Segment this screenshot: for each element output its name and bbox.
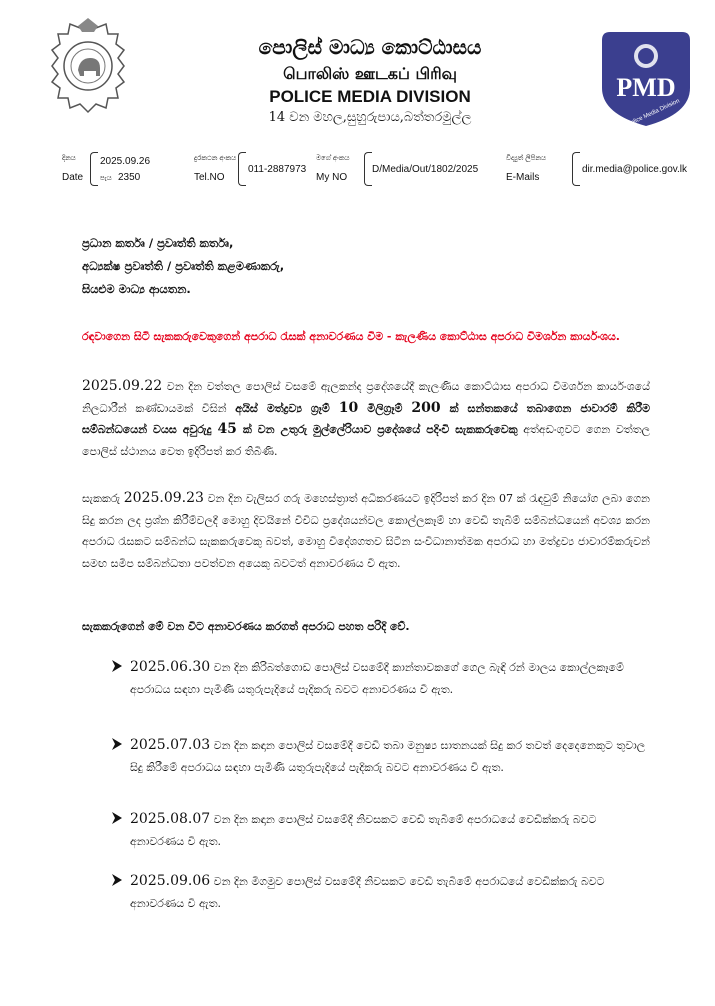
p1-num-c: 45 (217, 421, 237, 437)
tel-value: 011-2887973 (248, 164, 307, 175)
email-label-en: E-Mails (506, 172, 540, 183)
arrow-bullet-icon (110, 811, 124, 825)
tel-brace (238, 152, 246, 186)
body-paragraph-1 (82, 376, 650, 462)
title-english: POLICE MEDIA DIVISION (269, 87, 471, 106)
arrow-bullet-icon (110, 737, 124, 751)
body-paragraph-2 (82, 488, 650, 574)
p1-bold-c: ක් සන්තකයේ තබාගෙන ජාවාරම් කිරීම සම්බන්ධයෙන් වයස අවුරුදු (82, 401, 650, 436)
letterhead (0, 0, 715, 150)
time-label: පැය (100, 175, 112, 182)
my-no-value: D/Media/Out/1802/2025 (372, 164, 479, 175)
bullet-date: 2025.09.06 (130, 873, 211, 889)
email-cell (506, 152, 700, 188)
p1-num-b: 200 (411, 399, 441, 416)
bullet-text: වන දින කඳාන පොලිස් වසමේදී වෙඩි තබා මනුෂ්‍ය ඝාතනයක් සිදු කර තවත් දෙදෙනෙකුට තුවාල සිදු කිරීමේ අපරාධය සඳහා පැමිණි යතුරුපැදියේ පැදිකරු බවට අනාවරණය වී ඇත. (130, 739, 646, 774)
my-no-label-si: මගේ අංකය (316, 155, 350, 162)
p1-num-a: 10 (338, 399, 359, 416)
date-value: 2025.09.26 (100, 156, 151, 167)
my-no-brace (364, 152, 372, 186)
addressee-line: අධ්‍යක්ෂ ප්‍රවෘත්ති / ප්‍රවෘත්ති කළමණාකරු, (82, 259, 285, 273)
tel-label-si: දුරකථන අංකය (194, 155, 237, 162)
arrow-bullet-icon (110, 659, 124, 673)
bullet-date: 2025.06.30 (130, 659, 211, 675)
pmd-logo-text: PMD (616, 73, 676, 102)
office-address: 14 වන මහල,සුහුරුපාය,බත්තරමුල්ල (268, 110, 472, 125)
p2-prefix: සැකකරු (82, 492, 124, 505)
my-no-label-en: My NO (316, 172, 348, 183)
email-label-si: විද්‍යුත් ලිපිනය (506, 155, 547, 162)
title-sinhala: පොලිස් මාධ්‍ය කොට්ඨාසය (258, 35, 482, 59)
bullet-text: වන දින කඳාන පොලිස් වසමේදී නිවසකට වෙඩි තැබීමේ අපරාධයේ වෙඩික්කරු බවට අනාවරණය වී ඇත. (130, 813, 597, 848)
addressee-line: සියළුම මාධ්‍ය ආයතන. (82, 282, 191, 296)
p1-bold-a: අයිස් මත්ද්‍රව්‍ය ග්‍රෑම් (235, 401, 339, 415)
addressee-block (82, 232, 284, 301)
email-value: dir.media@police.gov.lk (582, 164, 688, 175)
list-item (110, 656, 650, 701)
pmd-logo-subtext: Police Media Division (626, 98, 681, 128)
p1-bold-b: මිලිග්‍රෑම් (358, 401, 412, 415)
pmd-logo (600, 28, 692, 128)
list-item (110, 734, 650, 779)
p1-text-b: අත්අඩංගුවට ගෙන වත්තල පොලිස් ස්ථානය වෙත ඉදිරිපත් කර තිබිණි. (82, 423, 651, 458)
police-emblem-logo (48, 18, 128, 114)
my-no-cell (316, 152, 516, 188)
subject-heading: රඳවාගෙන සිටි සැකකරුවෙකුගෙන් අපරාධ රැසක් අනාවරණය වීම - කැලණිය කොට්ඨාස අපරාධ විමර්ශන කාර්යංශය. (82, 330, 620, 343)
date-label-en: Date (62, 172, 84, 183)
p1-date: 2025.09.22 (82, 378, 163, 394)
date-cell (60, 152, 180, 188)
addressee-line: ප්‍රධාන කර්තෘ / ප්‍රවෘත්ති කර්තෘ, (82, 236, 234, 250)
date-brace (90, 152, 98, 186)
date-label-si: දිනය (62, 155, 76, 162)
tel-cell (194, 152, 334, 188)
p2-text: වන දින වැලිසර ගරු මහෙස්ත්‍රාත් අධිකරණයට ඉදිරිපත් කර දින 07 ක් රැඳවුම් නියෝග ලබා ගෙන සිදු කරන ලද ප්‍රශ්න කිරීම්වලදී මොහු දිවයිනේ විවිධ ප්‍රදේශයන්වල කොල්ලකෑම් හා වෙඩි තැබීම් සම්බන්ධයෙන් අවශ්‍ය කරන අපරාධ රැසකට සම්බන්ධ සැකකරුවෙකු බවත්, මොහු විදේශගතව සිටින සංවිධානාත්මක අපරාධ හා මත්ද්‍රව්‍ය ජාවාරම්කරුවන් සමඟ සමීප සම්බන්ධතා පවත්වන අයෙකු බවටත් අනාවරණය වී ඇත. (82, 492, 650, 570)
bullet-date: 2025.08.07 (130, 811, 211, 827)
p1-text-a: වන දින වත්තල පොලිස් වසමේ ඇලකන්ද ප්‍රදේශයේදී කැලණිය කොට්ඨාස අපරාධ විමර්ශන කාර්යංශයේ නිලධාරීන් කණ්ඩායමක් විසින් (82, 380, 650, 415)
arrow-bullet-icon (110, 873, 124, 887)
p1-bold-d: ක් වන උතුරු මුල්ලේරියාව ප්‍රදේශයේ පදිංචි සැකකරුවෙකු (236, 423, 518, 436)
bullet-date: 2025.07.03 (130, 737, 211, 753)
p2-date: 2025.09.23 (123, 490, 204, 506)
bullet-text: වන දින කිරිබත්ගොඩ පොලිස් වසමේදී කාන්තාවකගේ ගෙල බැඳි රන් මාලය කොල්ලකෑමේ අපරාධය සඳහා පැමිණි යතුරුපැදියේ පැදිකරු බවට අනාවරණය වී ඇත. (130, 661, 624, 696)
title-tamil: பொலிஸ் ஊடகப் பிரிவு (283, 64, 457, 83)
bullet-text: වන දින මීගමුව පොලිස් වසමේදී නිවසකට වෙඩි තැබීමේ අපරාධයේ වෙඩික්කරු බවට අනාවරණය වී ඇත. (130, 875, 605, 910)
list-item (110, 808, 650, 853)
email-brace (572, 152, 580, 186)
time-value: 2350 (118, 172, 141, 183)
reference-info-row (60, 152, 700, 188)
list-item (110, 870, 650, 915)
tel-label-en: Tel.NO (194, 172, 225, 183)
crimes-found-heading: සැකකරුගෙන් මේ වන විට අනාවරණය කරගත් අපරාධ පහත පරිදි වේ. (82, 620, 410, 633)
